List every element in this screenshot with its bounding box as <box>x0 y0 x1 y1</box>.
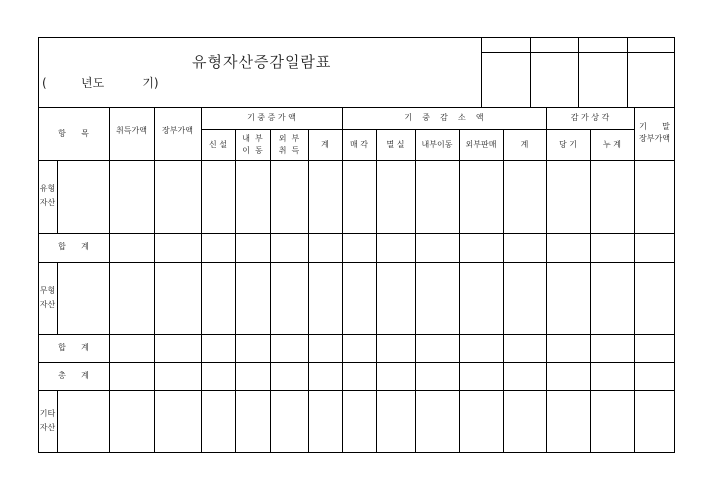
row-grand-total: 총 계 <box>58 371 89 380</box>
header-end-book-value-1: 기 말 <box>639 122 670 131</box>
header-book-value: 장부가액 <box>162 126 193 135</box>
column-line <box>590 129 591 453</box>
header-decrease-group: 기 중 감 소 액 <box>404 113 484 122</box>
header-decrease-total: 계 <box>520 140 529 149</box>
header-increase-external-1: 외 부 <box>278 134 300 143</box>
header-increase-internal-1: 내 부 <box>242 134 263 143</box>
group-label-line <box>57 262 58 334</box>
column-line <box>342 107 343 453</box>
fiscal-period-line: ( 년도 기) <box>42 76 159 90</box>
header-decrease-loss: 멸 실 <box>386 140 405 149</box>
row-line <box>38 262 675 263</box>
column-line <box>308 129 309 453</box>
header-item: 항 목 <box>58 129 89 138</box>
column-line <box>235 129 236 453</box>
approval-box-border <box>481 37 482 107</box>
row-line <box>38 233 675 234</box>
row-subtotal-2: 합 계 <box>58 343 89 352</box>
row-tangible-label-2: 자산 <box>39 198 56 207</box>
header-end-book-value-2: 장부가액 <box>639 134 670 143</box>
row-tangible-label-1: 유형 <box>39 184 56 193</box>
row-other-label-2: 자산 <box>39 423 56 432</box>
column-line <box>546 107 547 453</box>
row-intangible-label-1: 무형 <box>39 286 56 295</box>
header-increase-internal-2: 이 동 <box>242 146 263 155</box>
header-increase-external-2: 취 득 <box>278 146 300 155</box>
column-line <box>376 129 377 453</box>
group-label-line <box>57 390 58 453</box>
header-mid-line <box>201 129 634 130</box>
row-line <box>38 362 675 363</box>
page-title: 유형자산증감일람표 <box>192 53 332 71</box>
row-intangible-label-2: 자산 <box>39 300 56 309</box>
approval-box-divider <box>530 37 531 107</box>
column-line <box>503 129 504 453</box>
column-line <box>154 107 155 453</box>
row-subtotal-1: 합 계 <box>58 242 89 251</box>
header-decrease-external: 외부판매 <box>465 140 497 149</box>
header-depreciation-current: 당 기 <box>559 140 577 149</box>
header-decrease-internal: 내부이동 <box>421 140 453 149</box>
row-line <box>38 390 675 391</box>
header-decrease-sale: 매 각 <box>350 140 368 149</box>
column-line <box>270 129 271 453</box>
row-other-label-1: 기타 <box>39 409 56 418</box>
header-acquisition-cost: 취득가액 <box>116 126 147 135</box>
group-label-line <box>57 160 58 233</box>
column-line <box>415 129 416 453</box>
approval-box-divider <box>627 37 628 107</box>
header-depreciation-group: 감 가 상 각 <box>570 113 610 122</box>
header-increase-total: 계 <box>321 140 329 149</box>
header-depreciation-cumulative: 누 계 <box>603 140 621 149</box>
approval-box-line <box>481 52 675 53</box>
column-line <box>201 107 202 453</box>
column-line <box>109 107 110 453</box>
header-top-line <box>38 107 675 108</box>
header-increase-group: 기 중 증 가 액 <box>247 113 296 122</box>
column-line <box>459 129 460 453</box>
header-increase-new: 신 설 <box>209 140 227 149</box>
header-bottom-line <box>38 160 675 161</box>
approval-box-divider <box>578 37 579 107</box>
column-line <box>634 107 635 453</box>
row-line <box>38 334 675 335</box>
